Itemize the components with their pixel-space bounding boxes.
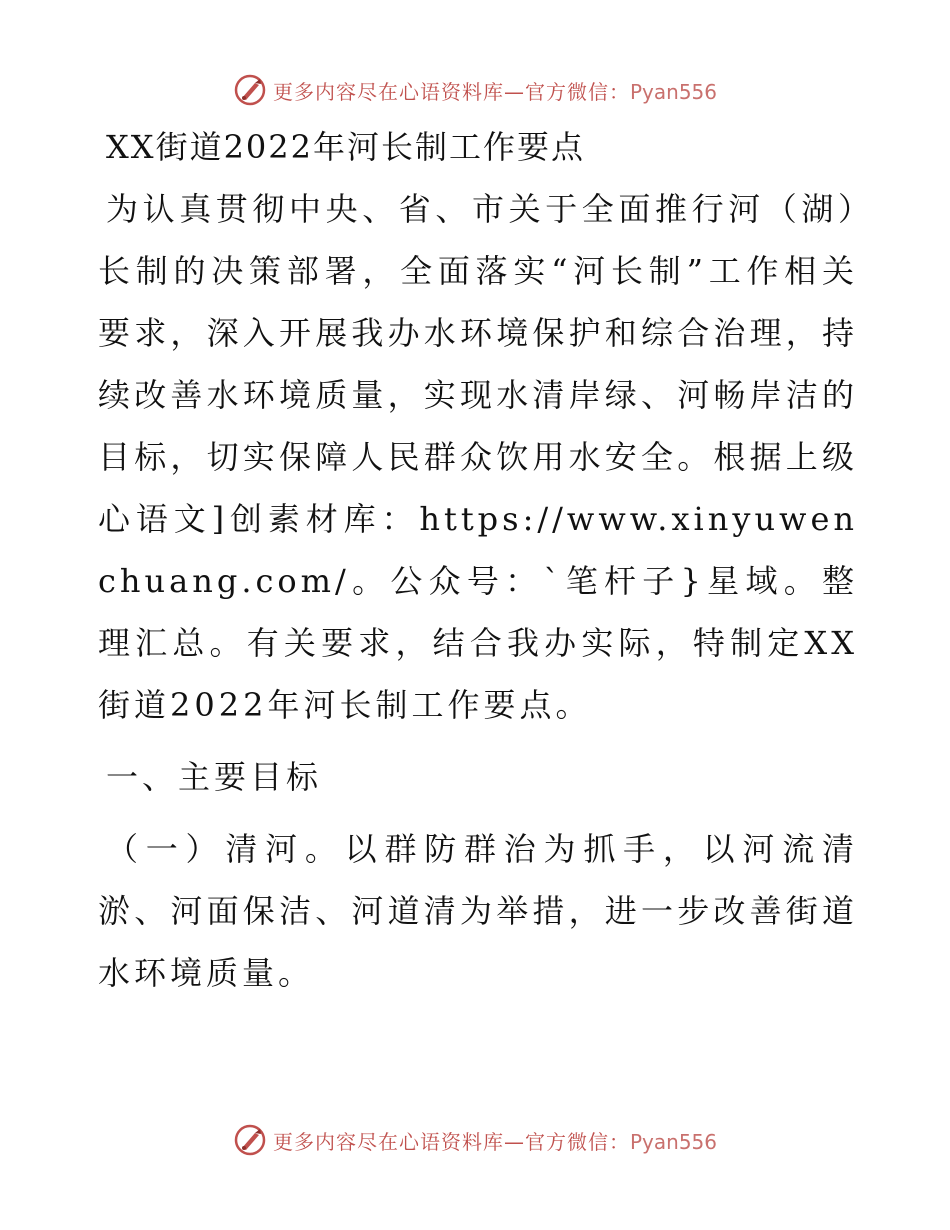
watermark-footer (0, 1120, 950, 1160)
document-body (98, 118, 858, 1004)
quill-pen-seal-icon (233, 73, 267, 107)
section-item-paragraph: （一）清河。以群防群治为抓手，以河流清淤、河面保洁、河道清为举措，进一步改善街道水环境质量。 (98, 830, 858, 992)
watermark-header (0, 70, 950, 110)
watermark-text: 更多内容尽在心语资料库—官方微信：Pyan556 (272, 79, 717, 104)
watermark-text: 更多内容尽在心语资料库—官方微信：Pyan556 (272, 1129, 717, 1154)
section-heading: 一、主要目标 (106, 758, 323, 796)
quill-pen-seal-icon (233, 1123, 267, 1157)
intro-paragraph: 为认真贯彻中央、省、市关于全面推行河（湖）长制的决策部署，全面落实“河长制”工作相关要求，深入开展我办水环境保护和综合治理，持续改善水环境质量，实现水清岸绿、河畅岸洁的目标，切实保障人民群众饮用水安全。根据上级心语文]创素材库：https://www.xinyuwenchuang.com/。公众号：`笔杆子}星域。整理汇总。有关要求，结合我办实际，特制定XX街道2022年河长制工作要点。 (98, 190, 858, 724)
document-title: XX街道2022年河长制工作要点 (106, 128, 586, 166)
